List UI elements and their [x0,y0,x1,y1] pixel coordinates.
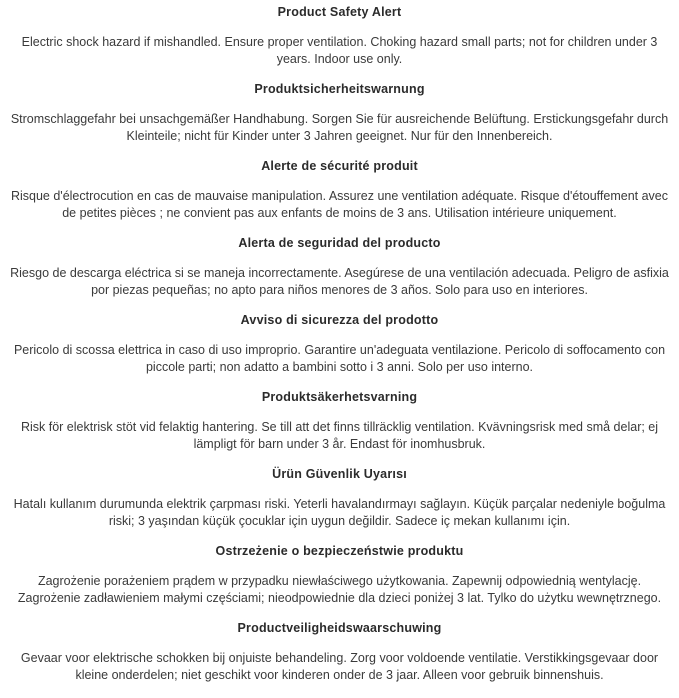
section-heading-spanish: Alerta de seguridad del producto [238,236,441,250]
section-swedish [0,390,679,453]
section-heading-french: Alerte de sécurité produit [261,159,418,173]
section-english [0,5,679,68]
section-heading-polish: Ostrzeżenie o bezpieczeństwie produktu [215,544,464,558]
section-heading-english: Product Safety Alert [277,5,402,19]
section-body-turkish: Hatalı kullanım durumunda elektrik çarpması riski. Yeterli havalandırmayı sağlayın. Küçük parçalar nedeniyle boğulma riski; 3 yaşından küçük çocuklar için uygun değildir. Sadece iç mekan kullanımı için. [13,497,666,528]
section-italian [0,313,679,376]
section-body-italian: Pericolo di scossa elettrica in caso di uso improprio. Garantire un'adeguata ventilazione. Pericolo di soffocamento con piccole parti; non adatto a bambini sotto i 3 anni. Solo per uso interno. [13,343,666,374]
section-heading-turkish: Ürün Güvenlik Uyarısı [272,467,407,481]
section-heading-italian: Avviso di sicurezza del prodotto [240,313,439,327]
section-dutch [0,621,679,684]
section-body-dutch: Gevaar voor elektrische schokken bij onjuiste behandeling. Zorg voor voldoende ventilatie. Verstikkingsgevaar door kleine onderdelen; niet geschikt voor kinderen onder de 3 jaar. Alleen voor gebruik binnenshuis. [20,651,659,682]
section-turkish [0,467,679,530]
section-body-french: Risque d'électrocution en cas de mauvaise manipulation. Assurez une ventilation adéquate. Risque d'étouffement avec de petites pièces ; ne convient pas aux enfants de moins de 3 ans. Utilisation intérieure uniquement. [10,189,669,220]
section-body-german: Stromschlaggefahr bei unsachgemäßer Handhabung. Sorgen Sie für ausreichende Belüftung. Erstickungsgefahr durch Kleinteile; nicht für Kinder unter 3 Jahren geeignet. Nur für den Innenbereich. [10,112,669,143]
section-body-swedish: Risk för elektrisk stöt vid felaktig hantering. Se till att det finns tillräcklig ventilation. Kvävningsrisk med små delar; ej lämpligt för barn under 3 år. Endast för inomhusbruk. [20,420,659,451]
section-heading-swedish: Produktsäkerhetsvarning [261,390,418,404]
section-french [0,159,679,222]
section-body-polish: Zagrożenie porażeniem prądem w przypadku niewłaściwego użytkowania. Zapewnij odpowiednią wentylację. Zagrożenie zadławieniem małymi częściami; nieodpowiednie dla dzieci poniżej 3 lat. Tylko do użytku wewnętrznego. [17,574,662,605]
section-body-english: Electric shock hazard if mishandled. Ensure proper ventilation. Choking hazard small parts; not for children under 3 years. Indoor use only. [21,35,658,66]
section-polish [0,544,679,607]
section-heading-german: Produktsicherheitswarnung [254,82,425,96]
section-german [0,82,679,145]
section-body-spanish: Riesgo de descarga eléctrica si se maneja incorrectamente. Asegúrese de una ventilación adecuada. Peligro de asfixia por piezas pequeñas; no apto para niños menores de 3 años. Solo para uso en interiores. [10,266,669,297]
section-spanish [0,236,679,299]
section-heading-dutch: Productveiligheidswaarschuwing [237,621,442,635]
